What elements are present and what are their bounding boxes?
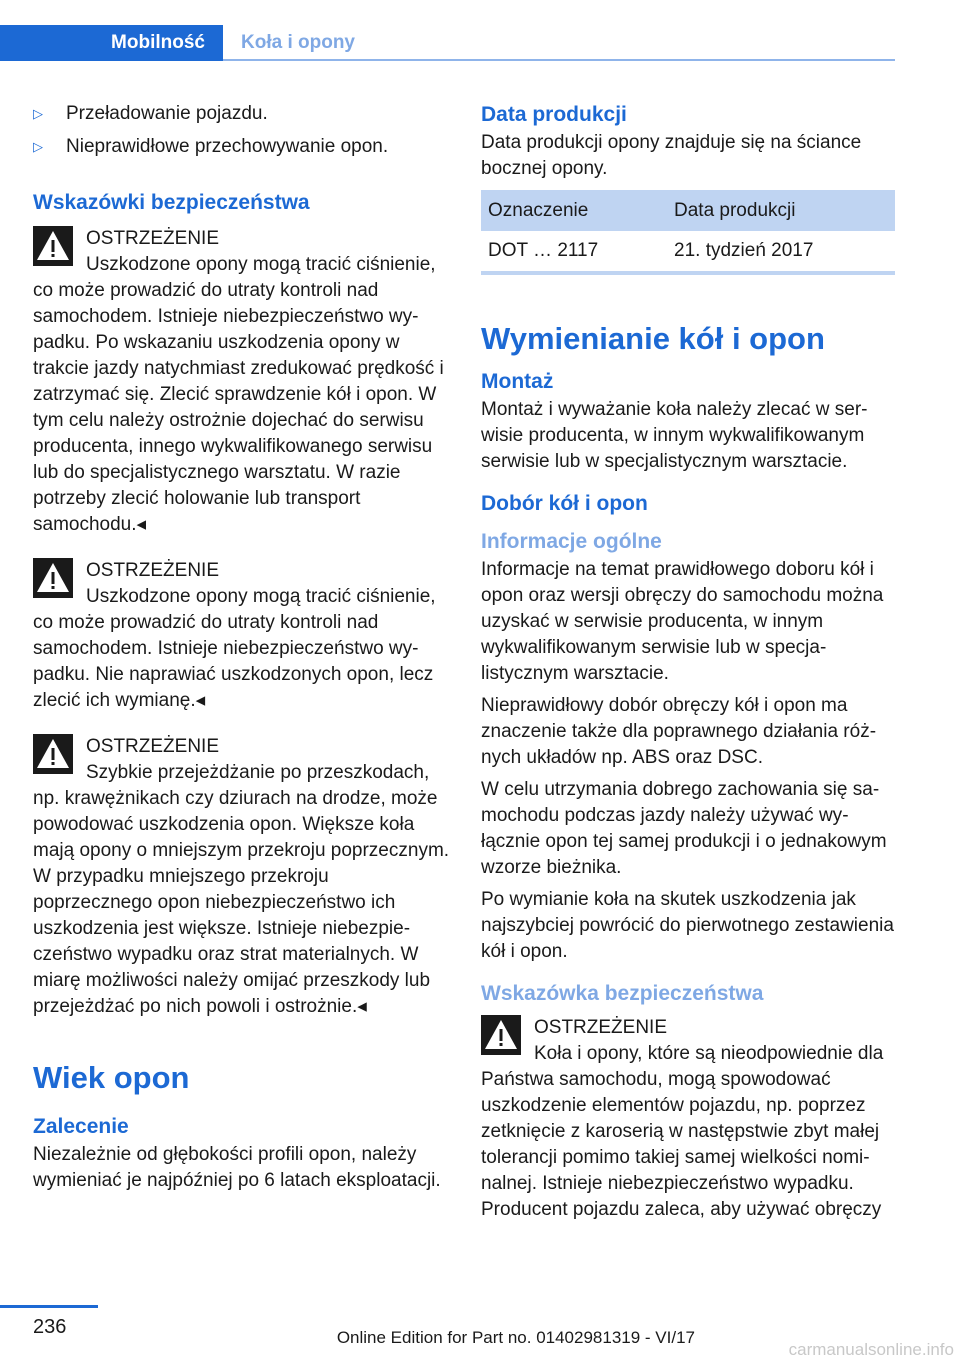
warning-triangle-icon: [481, 1015, 521, 1055]
footer-rule: [0, 1305, 98, 1308]
triangle-bullet-icon: ▷: [33, 106, 43, 121]
tire-age-heading: Wiek opon: [33, 1060, 190, 1095]
section-tab-wheels-tires: Koła i opony: [241, 32, 355, 53]
section-tab-mobility: Mobilność: [0, 25, 223, 61]
table-header-row: [481, 190, 895, 231]
warning-text: Szybkie przejeżdżanie po przeszkodach, np. krawężnikach czy dziurach na drodze, może powodować uszkodzenia opon. Większe koła mają opony o mniejszym przekroju poprzecznym. W przypadku mniejszego przekroju poprzecznego opon niebezpieczeństwo ich uszkodzenia jest większe. Istnieje niebezpieczeństwo wypadku oraz strat materialnych. W miarę możliwości należy omijać przeszkody lub przejeżdżać po nich powoli i ostrożnie.◂: [33, 762, 450, 1017]
recommendation-text: Niezależnie od głębokości profili opon, należy wymieniać je najpóźniej po 6 latach eksploatacji.: [33, 1144, 441, 1191]
left-column: [33, 100, 450, 1200]
production-date-heading: Data produkcji: [481, 103, 627, 126]
warning-block: [33, 558, 450, 714]
warning-text: Uszkodzone opony mogą tracić ciśnienie, co może prowadzić do utraty kontroli nad samochodem. Istnieje niebezpieczeństwo wypadku. Po wskazaniu uszkodzenia opony w trakcie jazdy natychmiast zredukować prędkość i zatrzymać się. Zlecić sprawdzenie kół i opon. W tym celu należy ostrożnie dojechać do serwisu producenta, innego wykwalifikowanego serwisu lub do specjalistycznego warsztatu. W razie potrzeby zlecić holowanie lub transport samochodu.◂: [33, 254, 444, 535]
header-rule: [223, 59, 895, 61]
watermark: carmanualsonline.info: [788, 1340, 954, 1359]
production-date-table: [481, 190, 895, 271]
recommendation-heading: Zalecenie: [33, 1115, 129, 1138]
page-header: [0, 25, 895, 61]
wheel-change-heading: Wymienianie kół i opon: [481, 321, 825, 356]
general-info-heading: Informacje ogólne: [481, 530, 662, 553]
warning-title: OSTRZEŻENIE: [86, 228, 220, 249]
warning-triangle-icon: [33, 734, 73, 774]
table-bottom-rule: [481, 271, 895, 275]
mounting-heading: Montaż: [481, 370, 554, 393]
warning-block: [33, 226, 450, 538]
page-number: 236: [33, 1316, 67, 1338]
triangle-bullet-icon: ▷: [33, 139, 43, 154]
paragraph: Nieprawidłowy dobór obręczy kół i opon ma znaczenie także dla poprawnego działania różnych układów np. ABS oraz DSC.: [481, 695, 877, 768]
warning-text: Uszkodzone opony mogą tracić ciśnienie, co może prowadzić do utraty kontroli nad samochodem. Istnieje niebezpieczeństwo wypadku. Nie naprawiać uszkodzonych opon, lecz zlecić ich wymianę.◂: [33, 586, 436, 711]
table-cell: 21. tydzień 2017: [674, 240, 814, 261]
selection-heading: Dobór kół i opon: [481, 492, 648, 515]
warning-triangle-icon: [33, 226, 73, 266]
warning-triangle-icon: [33, 558, 73, 598]
paragraph: Po wymianie koła na skutek uszkodzenia jak najszybciej powrócić do pierwotnego zestawienia kół i opon.: [481, 889, 894, 962]
table-header-cell: Data produkcji: [667, 190, 895, 231]
edition-note: Online Edition for Part no. 01402981319 - VI/17: [336, 1328, 695, 1347]
safety-heading: Wskazówki bezpieczeństwa: [33, 191, 310, 214]
warning-block: [481, 1015, 895, 1223]
safety-note-heading: Wskazówka bezpieczeństwa: [481, 982, 764, 1005]
right-column: [481, 100, 895, 1223]
production-date-text: Data produkcji opony znajduje się na ściance bocznej opony.: [481, 132, 862, 179]
table-header-cell: Oznaczenie: [481, 190, 667, 231]
list-item: ▷ Nieprawidłowe przechowywanie opon.: [33, 133, 450, 166]
warning-title: OSTRZEŻENIE: [86, 560, 220, 581]
list-item: ▷ Przeładowanie pojazdu.: [33, 100, 450, 133]
mounting-text: Montaż i wyważanie koła należy zlecać w serwisie producenta, w innym wykwalifikowanym serwisie lub w specjalistycznym warsztacie.: [481, 399, 868, 472]
table-cell: DOT … 2117: [488, 240, 599, 261]
paragraph: Informacje na temat prawidłowego doboru kół i opon oraz wersji obręczy do samochodu można uzyskać w serwisie producenta, w innym wykwalifikowanym serwisie lub w specjalistycznym warsztacie.: [481, 559, 884, 684]
paragraph: W celu utrzymania dobrego zachowania się samochodu podczas jazdy należy używać wyłącznie opon tej samej produkcji i o jednakowym wzorze bieżnika.: [481, 779, 887, 878]
warning-title: OSTRZEŻENIE: [86, 736, 220, 757]
warning-text: Koła i opony, które są nieodpowiednie dla Państwa samochodu, mogą spowodować uszkodzenie elementów pojazdu, np. poprzez zetknięcie z karoserią w następstwie zbyt małej tolerancji pomimo takiej samej wielkości nominalnej. Istnieje niebezpieczeństwo wypadku. Producent pojazdu zaleca, aby używać obręczy: [481, 1043, 884, 1220]
warning-title: OSTRZEŻENIE: [534, 1017, 668, 1038]
warning-block: [33, 734, 450, 1020]
table-row: [481, 231, 895, 271]
